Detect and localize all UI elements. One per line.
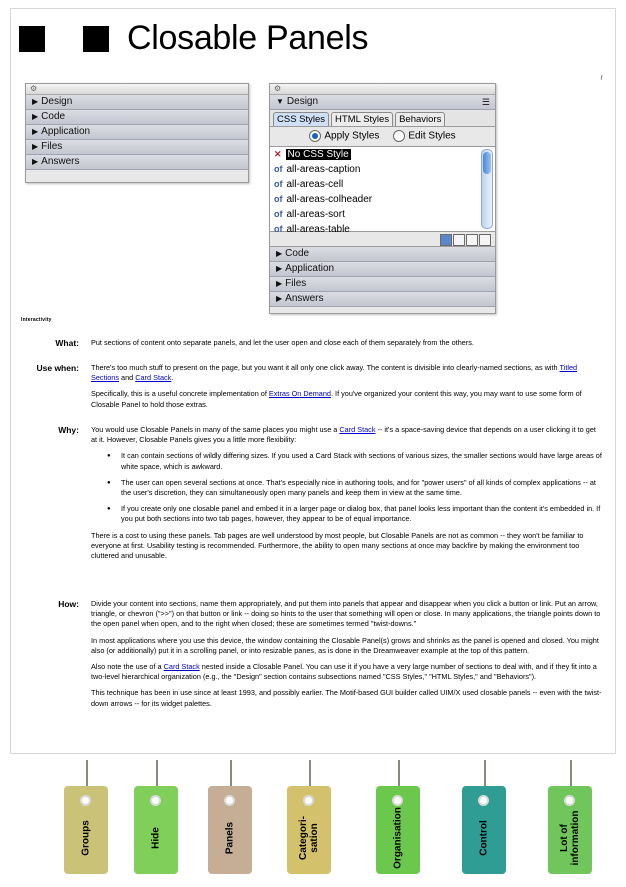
- list-item[interactable]: of all-areas-sort: [274, 209, 345, 220]
- triangle-right-icon: ▶: [276, 279, 283, 288]
- panel-section-code[interactable]: ▶ Code: [270, 247, 495, 262]
- css-style-icon: of: [274, 164, 283, 174]
- tag-categorisation: [287, 786, 331, 874]
- what-label: What:: [55, 338, 79, 348]
- css-style-icon: of: [274, 209, 283, 219]
- gear-icon[interactable]: ⚙: [26, 84, 248, 95]
- triangle-right-icon: ▶: [276, 294, 283, 303]
- radio-apply-styles[interactable]: Apply Styles: [309, 130, 379, 142]
- card-stack-link[interactable]: Card Stack: [339, 425, 376, 434]
- list-item[interactable]: ✕ No CSS Style: [274, 149, 349, 160]
- document-page: [10, 8, 616, 754]
- tag-hole-icon: [150, 795, 161, 806]
- panel-section-application[interactable]: ▶ Application: [270, 262, 495, 277]
- tag-hole-icon: [564, 795, 575, 806]
- resize-grip[interactable]: [26, 170, 248, 182]
- panel-section-files[interactable]: ▶ Files: [26, 140, 248, 155]
- radio-empty-icon: [393, 130, 405, 142]
- triangle-right-icon: ▶: [32, 142, 39, 151]
- tag-organisation: [376, 786, 420, 874]
- section-header: Interactivity: [21, 317, 52, 323]
- closed-panels-example: [25, 83, 249, 183]
- bullet-item: ● The user can open several sections at once. That's especially nice in authoring tools, and for "power users" of all kinds of complex applications -- at the user's discretion, they can simultaneously open many panels and keep them in view at the same time.: [91, 478, 603, 498]
- tag-hole-icon: [224, 795, 235, 806]
- tag-label: Groups: [80, 820, 92, 856]
- tag-hole-icon: [80, 795, 91, 806]
- tag-lot-of-information: [548, 786, 592, 874]
- open-panel-example: [269, 83, 496, 314]
- no-style-icon: ✕: [274, 149, 282, 159]
- list-item[interactable]: of all-areas-caption: [274, 164, 361, 175]
- css-style-list: [270, 146, 495, 235]
- panel-section-files[interactable]: ▶ Files: [270, 277, 495, 292]
- black-square-icon: [19, 26, 45, 52]
- radio-selected-icon: [309, 130, 321, 142]
- panel-section-design[interactable]: ▶ Design: [26, 95, 248, 110]
- triangle-right-icon: ▶: [32, 97, 39, 106]
- triangle-right-icon: ▶: [276, 249, 283, 258]
- tab-bar: [270, 110, 495, 126]
- tag-hole-icon: [303, 795, 314, 806]
- panel-section-answers[interactable]: ▶ Answers: [270, 292, 495, 307]
- panel-section-code[interactable]: ▶ Code: [26, 110, 248, 125]
- list-item[interactable]: of all-areas-table: [274, 224, 350, 235]
- resize-grip[interactable]: [270, 307, 495, 313]
- bullet-item: ● It can contain sections of wildly differing sizes. If you used a Card Stack with sections of various sizes, the smaller sections would have large areas of white space, which is awkward.: [91, 451, 603, 471]
- extras-on-demand-link[interactable]: Extras On Demand: [268, 389, 331, 399]
- css-style-icon: of: [274, 194, 283, 204]
- tag-groups: [64, 786, 108, 874]
- tag-control: [462, 786, 506, 874]
- tag-label: Hide: [150, 827, 162, 849]
- corner-mark: r: [600, 73, 603, 82]
- why-text: You would use Closable Panels in many of the same places you might use a Card Stack -- it's a space-saving device that depends on a user clicking it to get at it. However, Closable Panels gives you a little more flexibility: ● It can contain sections of wildly differing sizes. If you used a Card Stack with sections of various sizes, the smaller sections would have large areas of white space, which is awkward. ● The user can open several sections at once. That's especially nice in authoring tools, and for "power users" of all kinds of complex applications -- at the user's discretion, they can simultaneously open many panels and keep them in view at the same time. ● If you create only one closable panel and embed it in a larger page or dialog box, that panel looks less important than the content it's embedded in. If you put both sections into two tab pages, however, they appear to be of equal importance. There is a cost to using these panels. Tab pages are well understood by most people, but Closable Panels are not as common -- they won't be familiar to everyone at first. Usability testing is recommended. Furthermore, the ability to open many sections at once may backfire by making the environment too cluttered and unusable.: [91, 425, 603, 567]
- panel-section-design-open[interactable]: ▼ Design ☰: [270, 95, 495, 110]
- triangle-right-icon: ▶: [32, 157, 39, 166]
- tag-hide: [134, 786, 178, 874]
- vertical-scrollbar[interactable]: [481, 149, 493, 229]
- triangle-down-icon: ▼: [276, 97, 284, 106]
- why-label: Why:: [58, 425, 79, 435]
- card-stack-link[interactable]: Card Stack: [135, 373, 172, 383]
- bullet-item: ● If you create only one closable panel and embed it in a larger page or dialog box, that panel looks less important than the content it's embedded in. If you put both sections into two tab pages, however, they appear to be of equal importance.: [91, 504, 603, 524]
- panel-section-answers[interactable]: ▶ Answers: [26, 155, 248, 170]
- black-square-icon: [83, 26, 109, 52]
- list-item[interactable]: of all-areas-cell: [274, 179, 344, 190]
- tag-hole-icon: [392, 795, 403, 806]
- how-label: How:: [58, 599, 79, 609]
- panel-menu-icon[interactable]: ☰: [481, 97, 490, 107]
- trash-icon[interactable]: [479, 234, 491, 246]
- css-style-icon: of: [274, 179, 283, 189]
- edit-style-icon[interactable]: [466, 234, 478, 246]
- tag-hole-icon: [478, 795, 489, 806]
- css-style-icon: of: [274, 224, 283, 234]
- attach-style-icon[interactable]: [440, 234, 452, 246]
- tag-label: Lot of information: [559, 810, 581, 866]
- page-title: Closable Panels: [127, 19, 369, 57]
- tab-html-styles[interactable]: HTML Styles: [331, 112, 393, 126]
- style-mode-radios: [270, 126, 495, 146]
- use-when-label: Use when:: [36, 363, 79, 373]
- list-item[interactable]: of all-areas-colheader: [274, 194, 373, 205]
- tag-label: Control: [478, 820, 490, 856]
- new-style-icon[interactable]: [453, 234, 465, 246]
- tag-label: Categori- sation: [298, 816, 320, 860]
- how-text: Divide your content into sections, name them appropriately, and put them into panels that appear and disappear when you click a button or link. Put an arrow, triangle, or chevron (">>") on that button or link -- doing so hints to the user that something will open or close. In many applications, the triangle points down to the open panel when open, and to the right when closed; these are sometimes termed "twist-downs." In most applications where you use this device, the window containing the Closable Panel(s) grows and shrinks as the panel is opened and closed. You might also (or additionally) put it in a scrolling panel, or into resizable panes, as is done in the Dreamweaver example at the top of this pattern. Also note the use of a Card Stack nested inside a Closable Panel. You can use it if you have a very large number of sections to deal with, and if they fit into a two-level hierarchical organization (e.g., the "Design" section contains subsections named "CSS Styles," "HTML Styles," and "Behaviors"). This technique has been in use since at least 1993, and possibly earlier. The Motif-based GUI builder called UIM/X used closable panels -- even with the twist-down arrows -- for its widget palettes.: [91, 599, 602, 708]
- triangle-right-icon: ▶: [276, 264, 283, 273]
- tab-css-styles[interactable]: CSS Styles: [273, 112, 329, 126]
- radio-edit-styles[interactable]: Edit Styles: [393, 130, 455, 142]
- panel-section-application[interactable]: ▶ Application: [26, 125, 248, 140]
- gear-icon[interactable]: ⚙: [270, 84, 495, 95]
- triangle-right-icon: ▶: [32, 127, 39, 136]
- what-text: Put sections of content onto separate panels, and let the user open and close each of them separately from the others.: [91, 338, 474, 347]
- titled-sections-link[interactable]: Titled Sections: [91, 363, 578, 383]
- title-row: [19, 19, 368, 58]
- use-when-text: There's too much stuff to present on the page, but you want it all only one click away. The content is divisible into clearly-named sections, as with Titled Sections and Card Stack. Specifically, this is a useful concrete implementation of Extras On Demand. If you've organized your content this way, you may want to use some form of Closable Panel to hold those extras.: [91, 363, 582, 409]
- tag-label: Organisation: [392, 807, 404, 869]
- card-stack-link[interactable]: Card Stack: [163, 662, 200, 672]
- tab-behaviors[interactable]: Behaviors: [395, 112, 445, 126]
- triangle-right-icon: ▶: [32, 112, 39, 121]
- scrollbar-thumb[interactable]: [483, 152, 491, 174]
- tag-panels: [208, 786, 252, 874]
- tag-label: Panels: [224, 821, 236, 855]
